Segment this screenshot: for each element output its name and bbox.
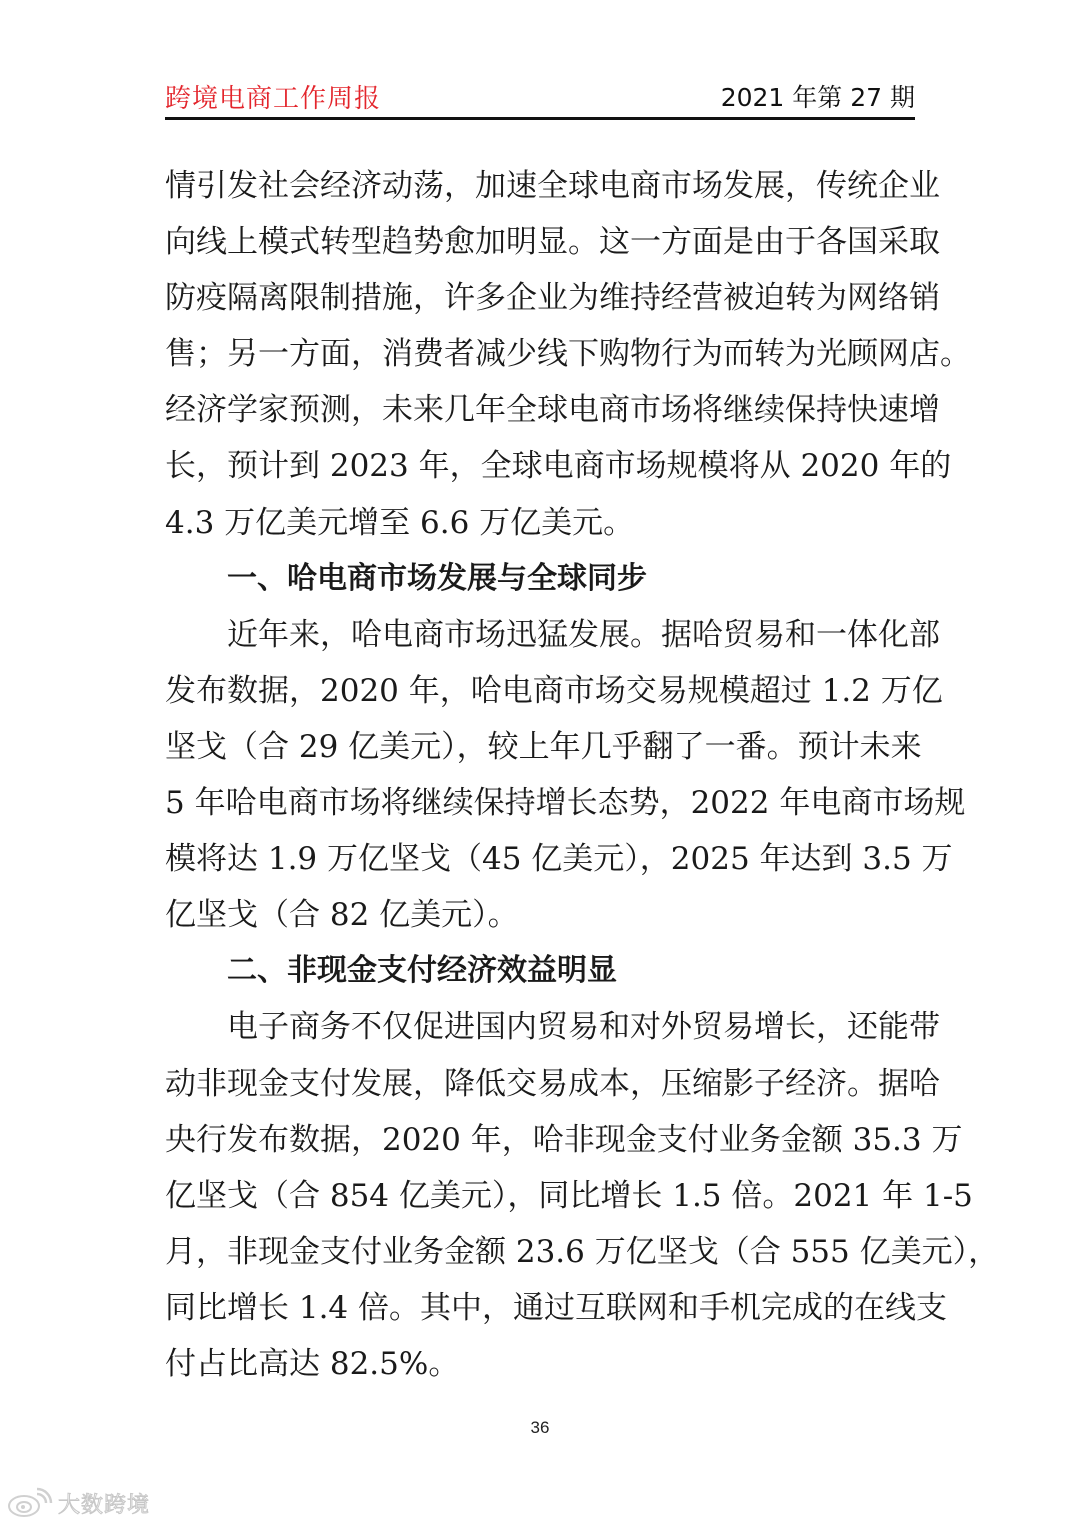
watermark-text: 大数跨境 — [58, 1492, 151, 1518]
body-line: 长，预计到 2023 年，全球电商市场规模将从 2020 年的 — [165, 448, 952, 485]
body-line: 模将达 1.9 万亿坚戈（45 亿美元），2025 年达到 3.5 万 — [165, 841, 953, 878]
issue-number: 2021 年第 27 期 — [720, 83, 915, 112]
body-line: 动非现金支付发展，降低交易成本，压缩影子经济。据哈 — [165, 1065, 940, 1102]
body-line: 付占比高达 82.5%。 — [165, 1345, 460, 1382]
watermark — [6, 1485, 150, 1521]
body-line: 向线上模式转型趋势愈加明显。这一方面是由于各国采取 — [165, 224, 940, 261]
section-heading: 二、非现金支付经济效益明显 — [227, 953, 617, 989]
body-line: 同比增长 1.4 倍。其中，通过互联网和手机完成的在线支 — [165, 1289, 948, 1326]
header-divider — [165, 117, 915, 120]
body-line: 月，非现金支付业务金额 23.6 万亿坚戈（合 555 亿美元）， — [165, 1233, 1000, 1270]
body-line: 坚戈（合 29 亿美元），较上年几乎翻了一番。预计未来 — [165, 728, 922, 765]
article-body — [165, 158, 1000, 1392]
body-line: 经济学家预测，未来几年全球电商市场将继续保持快速增 — [165, 392, 940, 429]
publication-title: 跨境电商工作周报 — [165, 84, 382, 114]
body-line: 情引发社会经济动荡，加速全球电商市场发展，传统企业 — [165, 168, 940, 204]
page-number: 36 — [530, 1418, 550, 1437]
page-header — [165, 72, 915, 116]
body-line: 亿坚戈（合 854 亿美元），同比增长 1.5 倍。2021 年 1-5 — [165, 1177, 973, 1214]
section-heading: 一、哈电商市场发展与全球同步 — [227, 560, 647, 596]
body-line: 央行发布数据，2020 年，哈非现金支付业务金额 35.3 万 — [165, 1121, 963, 1158]
body-line: 发布数据，2020 年，哈电商市场交易规模超过 1.2 万亿 — [165, 672, 943, 709]
body-line: 4.3 万亿美元增至 6.6 万亿美元。 — [165, 504, 635, 541]
body-line: 近年来，哈电商市场迅猛发展。据哈贸易和一体化部 — [227, 616, 940, 653]
body-line: 5 年哈电商市场将继续保持增长态势，2022 年电商市场规 — [165, 785, 966, 822]
body-line: 亿坚戈（合 82 亿美元）。 — [165, 897, 519, 934]
body-line: 售；另一方面，消费者减少线下购物行为而转为光顾网店。 — [165, 336, 971, 373]
body-line: 防疫隔离限制措施，许多企业为维持经营被迫转为网络销 — [165, 280, 940, 317]
body-line: 电子商务不仅促进国内贸易和对外贸易增长，还能带 — [227, 1009, 940, 1046]
weibo-logo-icon — [6, 1488, 52, 1518]
